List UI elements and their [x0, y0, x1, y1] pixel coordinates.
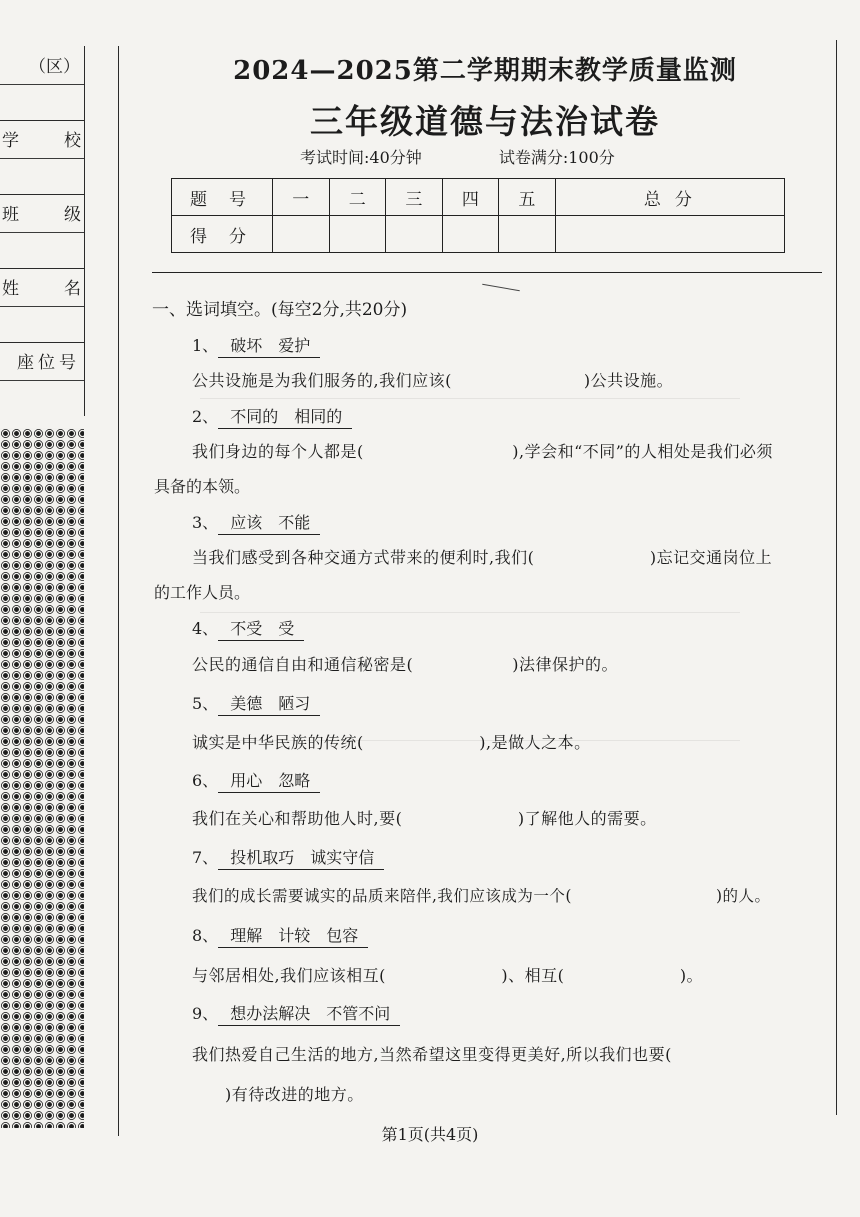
question-7-options — [192, 845, 384, 870]
full-score: 试卷满分:100分 — [498, 148, 615, 167]
question-number: 8、 — [192, 926, 219, 945]
question-9-options — [192, 1001, 400, 1026]
right-margin-line — [836, 40, 837, 1115]
question-2-continuation: 具备的本领。 — [154, 477, 251, 496]
score-cell[interactable] — [499, 216, 556, 253]
district-cell — [0, 46, 84, 121]
class-line — [0, 232, 84, 233]
question-5-text: 诚实是中华民族的传统( ),是做人之本。 — [192, 733, 591, 752]
score-table-score-row — [172, 216, 785, 253]
school-cell — [0, 120, 95, 195]
col-3: 三 — [386, 179, 443, 216]
question-4-options — [192, 616, 304, 641]
question-2-options — [192, 404, 352, 429]
question-9-text: 我们热爱自己生活的地方,当然希望这里变得更美好,所以我们也要( — [192, 1045, 672, 1064]
question-2-text: 我们身边的每个人都是( ),学会和“不同”的人相处是我们必须 — [192, 442, 773, 461]
question-number: 9、 — [192, 1004, 219, 1023]
question-6-text: 我们在关心和帮助他人时,要( )了解他人的需要。 — [192, 809, 657, 828]
word-choices: 理解 计较 包容 — [218, 923, 368, 948]
name-label: 姓 名 — [2, 279, 95, 299]
exam-title: 2024—2025第二学期期末教学质量监测 — [233, 56, 737, 86]
question-number-label: 题号 — [172, 179, 273, 216]
word-choices: 不受 受 — [218, 616, 304, 641]
score-table — [171, 178, 785, 253]
word-choices: 不同的 相同的 — [218, 404, 352, 429]
col-total: 总分 — [555, 179, 784, 216]
seat-label: 座位号 — [17, 353, 80, 373]
word-choices: 用心 忽略 — [218, 768, 320, 793]
bleed-through-line — [200, 398, 740, 399]
col-4: 四 — [442, 179, 499, 216]
bleed-through-line — [200, 612, 740, 613]
col-1: 一 — [273, 179, 330, 216]
col-2: 二 — [329, 179, 386, 216]
school-label: 学 校 — [2, 131, 95, 151]
pen-mark — [482, 284, 520, 292]
score-cell[interactable] — [273, 216, 330, 253]
word-choices: 想办法解决 不管不问 — [218, 1001, 400, 1026]
binding-line — [118, 46, 119, 1136]
question-3-options — [192, 510, 320, 535]
binding-pattern — [0, 428, 84, 1128]
score-cell[interactable] — [386, 216, 443, 253]
question-3-text: 当我们感受到各种交通方式带来的便利时,我们( )忘记交通岗位上 — [192, 548, 773, 567]
question-number: 1、 — [192, 336, 219, 355]
question-number: 4、 — [192, 619, 219, 638]
question-number: 3、 — [192, 513, 219, 532]
question-6-options — [192, 768, 320, 793]
section-1-title: 一、选词填空。(每空2分,共20分) — [152, 300, 408, 320]
page-number: 第1页(共4页) — [381, 1125, 479, 1144]
col-5: 五 — [499, 179, 556, 216]
exam-subtitle: 三年级道德与法治试卷 — [310, 102, 660, 141]
question-number: 6、 — [192, 771, 219, 790]
question-4-text: 公民的通信自由和通信秘密是( )法律保护的。 — [192, 655, 618, 674]
seat-line — [0, 380, 84, 381]
question-8-text: 与邻居相处,我们应该相互( )、相互( )。 — [192, 966, 704, 985]
exam-info — [300, 145, 615, 168]
question-3-continuation: 的工作人员。 — [154, 583, 251, 602]
question-7-text: 我们的成长需要诚实的品质来陪伴,我们应该成为一个( )的人。 — [192, 887, 771, 905]
header-separator — [152, 272, 822, 273]
name-line — [0, 306, 84, 307]
district-label: （区） — [29, 57, 80, 77]
question-number: 2、 — [192, 407, 219, 426]
question-5-options — [192, 691, 320, 716]
score-table-header-row — [172, 179, 785, 216]
word-choices: 美德 陋习 — [218, 691, 320, 716]
exam-time: 考试时间:40分钟 — [300, 148, 422, 167]
student-info-box — [0, 46, 95, 416]
question-number: 7、 — [192, 848, 219, 867]
word-choices: 应该 不能 — [218, 510, 320, 535]
name-cell — [0, 268, 95, 343]
class-cell — [0, 194, 95, 269]
word-choices: 破坏 爱护 — [218, 333, 320, 358]
class-label: 班 级 — [2, 205, 95, 225]
question-1-text: 公共设施是为我们服务的,我们应该( )公共设施。 — [192, 371, 674, 390]
score-cell[interactable] — [329, 216, 386, 253]
question-1-options — [192, 333, 320, 358]
school-line — [0, 158, 84, 159]
seat-cell — [0, 342, 84, 416]
score-cell[interactable] — [442, 216, 499, 253]
score-label: 得分 — [172, 216, 273, 253]
score-cell[interactable] — [555, 216, 784, 253]
question-number: 5、 — [192, 694, 219, 713]
word-choices: 投机取巧 诚实守信 — [218, 845, 384, 870]
question-9-continuation: )有待改进的地方。 — [192, 1085, 364, 1104]
question-8-options — [192, 923, 368, 948]
district-line — [0, 84, 84, 85]
